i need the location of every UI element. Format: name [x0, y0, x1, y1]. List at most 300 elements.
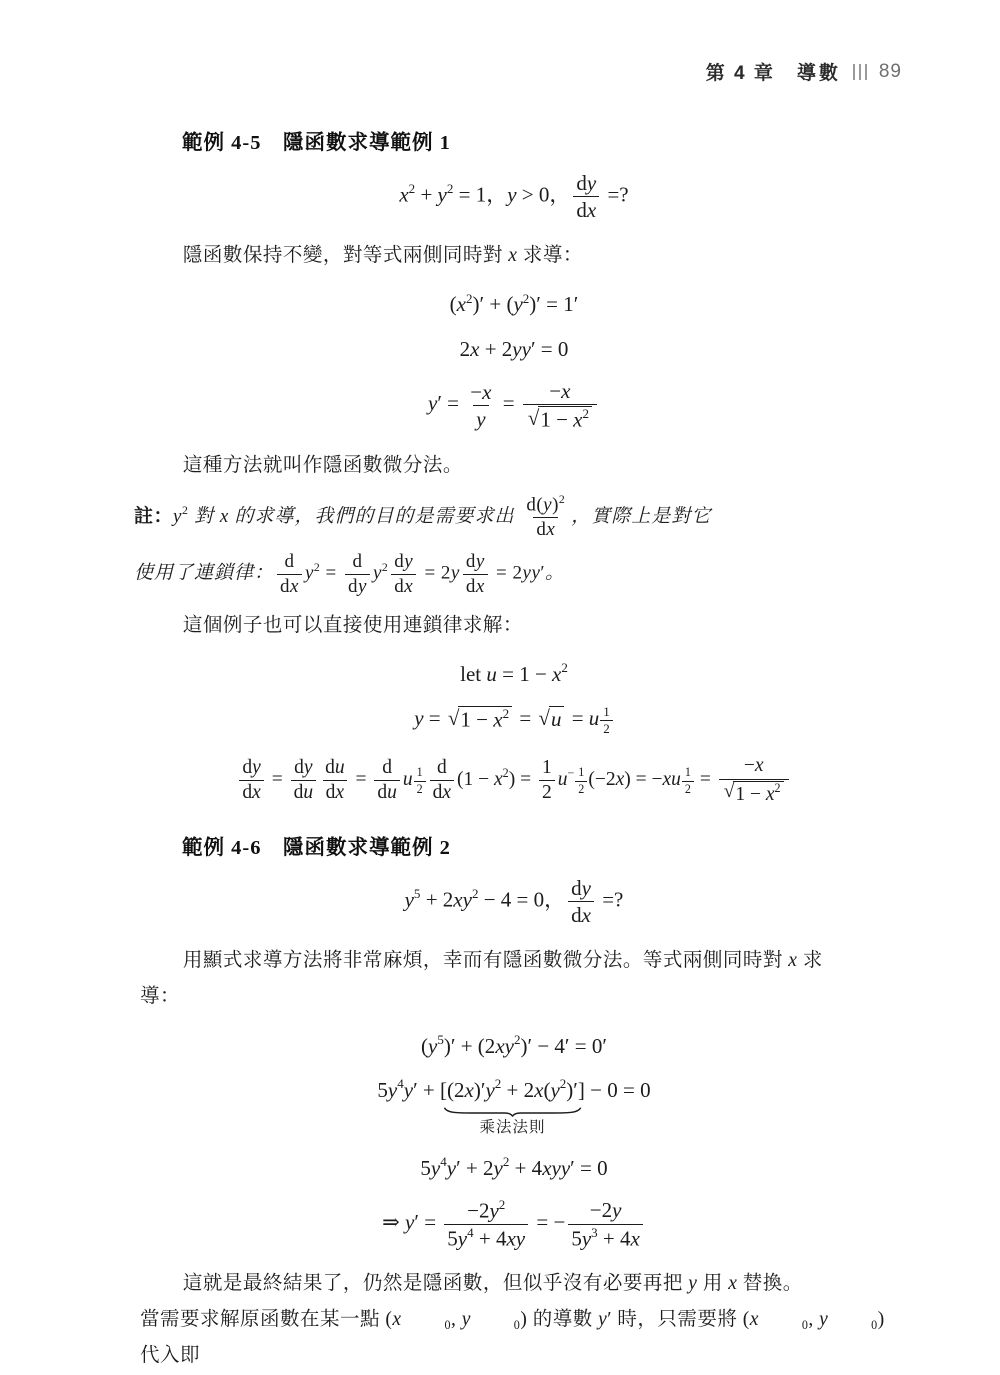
math-text: d: [571, 903, 582, 928]
math-variable: y: [513, 292, 523, 317]
math-variable: x: [546, 519, 556, 541]
math-text: )′: [473, 1077, 486, 1102]
text-run: 求導：: [517, 245, 583, 267]
math-variable: x: [630, 1225, 640, 1250]
radical-sign-icon: √: [538, 706, 550, 731]
math-variable: y: [428, 391, 438, 416]
math-text: 5: [413, 886, 421, 902]
math-variable: y: [372, 562, 382, 584]
math-equation: [140, 290, 888, 318]
example-heading: 範例 4-6 隱函數求導範例 2: [182, 837, 451, 860]
math-variable: u: [402, 769, 413, 791]
math-variable: x: [749, 1309, 759, 1331]
numerator: [539, 757, 555, 780]
math-variable: x: [464, 1077, 474, 1102]
math-text: −2: [589, 1198, 613, 1223]
section-title: 導數: [796, 63, 841, 84]
numerator: [600, 705, 613, 721]
math-text: 2: [502, 766, 509, 781]
denominator: [430, 780, 454, 804]
math-text: 2: [471, 886, 479, 902]
math-text: =: [514, 706, 537, 731]
math-variable: x: [493, 707, 503, 732]
math-text: )′ = 1′: [529, 292, 579, 317]
text-run: 導：: [140, 986, 181, 1008]
superscript: [567, 766, 588, 797]
math-text: 2: [558, 492, 566, 506]
fraction: [575, 766, 587, 797]
radical: [724, 781, 784, 806]
numerator: [523, 494, 568, 518]
math-text: 2: [561, 660, 568, 676]
math-text: 5: [571, 1225, 582, 1250]
denominator: [444, 1224, 528, 1251]
math-text: ′ = 0: [570, 1155, 608, 1180]
math-text: 2: [578, 782, 585, 797]
math-variable: y: [688, 1273, 698, 1295]
math-text: =: [350, 769, 372, 791]
math-variable: xy: [506, 1226, 526, 1251]
note-text-run: 使用了連鎖律：: [134, 562, 275, 584]
math-variable: y: [414, 706, 424, 731]
math-text: d: [536, 519, 547, 541]
math-text: =: [566, 706, 589, 731]
math-text: =: [423, 706, 446, 731]
math-equation: [140, 876, 888, 927]
denominator: [719, 779, 789, 806]
math-text: = 2: [419, 562, 451, 584]
math-text: = 1，: [453, 182, 508, 207]
math-equation: [140, 660, 888, 688]
math-variable: x: [456, 292, 466, 317]
math-text: (: [421, 1033, 429, 1058]
math-text: + 4: [473, 1226, 507, 1251]
numerator: [464, 1198, 508, 1224]
math-text: 2: [513, 1032, 521, 1048]
fraction: [391, 551, 416, 598]
math-text: )′ − 4′ = 0′: [520, 1033, 607, 1058]
math-text: ) = −: [624, 769, 663, 791]
math-equation: [140, 1198, 888, 1250]
math-variable: y: [612, 1198, 622, 1223]
math-variable: y: [493, 1155, 503, 1180]
numerator: [291, 757, 315, 780]
math-text: =: [694, 769, 716, 791]
paragraph: [140, 448, 888, 484]
denominator: [323, 780, 347, 804]
math-variable: y: [446, 1155, 457, 1180]
math-text: −: [567, 766, 575, 781]
radical: [528, 406, 592, 432]
math-text: 2: [498, 1197, 506, 1213]
math-variable: y: [581, 876, 591, 901]
math-text: + 2: [501, 1077, 535, 1102]
math-variable: y: [598, 1309, 608, 1331]
math-text: 2: [466, 290, 473, 306]
math-variable: y: [404, 551, 414, 573]
math-text: 1 −: [735, 783, 766, 805]
math-variable: y: [475, 551, 485, 573]
math-text: (: [742, 1309, 750, 1331]
math-variable: x: [404, 576, 414, 598]
math-text: (1 −: [457, 769, 495, 791]
superscript: [599, 705, 614, 738]
math-text: 1: [684, 765, 691, 780]
page-number: 89: [878, 60, 902, 82]
math-text: )′]: [566, 1077, 585, 1102]
fraction: [291, 757, 317, 805]
math-text: d: [325, 782, 336, 804]
math-text: =: [320, 562, 342, 584]
note-text-run: 對: [188, 505, 220, 527]
fraction: [523, 494, 568, 541]
math-text: 2: [522, 290, 530, 306]
denominator: [682, 781, 694, 797]
math-text: 0: [801, 1318, 809, 1333]
math-text: 1: [541, 756, 552, 778]
text-run: 替換。: [737, 1273, 803, 1295]
math-text: ′ +: [413, 1077, 441, 1102]
math-variable: y: [403, 1077, 414, 1102]
math-text: ′ + 2: [456, 1155, 494, 1180]
math-variable: u: [550, 707, 562, 732]
math-variable: x: [586, 198, 597, 223]
note-text-run: ，實際上是對它: [571, 505, 712, 527]
fraction: [573, 171, 599, 222]
fraction: [719, 755, 789, 806]
math-text: )′ + (: [472, 292, 514, 317]
math-text: 2: [181, 504, 189, 518]
superscript: [503, 707, 510, 720]
numerator: [239, 757, 263, 780]
math-variable: y: [461, 1309, 471, 1331]
math-text: d: [576, 198, 587, 223]
denominator: [600, 720, 613, 737]
math-variable: x: [573, 407, 583, 432]
math-variable: x: [561, 379, 571, 404]
numerator: [322, 757, 348, 780]
math-text: 2: [582, 406, 589, 422]
math-text: 4: [467, 1224, 474, 1240]
math-text: ′ =: [414, 1210, 442, 1235]
denominator: [573, 196, 599, 222]
note-text-run: 。: [545, 562, 566, 584]
math-text: 1: [578, 765, 585, 780]
text-run: 求: [797, 950, 823, 972]
math-text: 2: [381, 561, 389, 575]
paragraph: [140, 238, 888, 274]
math-text: d: [436, 756, 447, 778]
math-text: 2: [446, 181, 454, 196]
math-text: d: [294, 756, 304, 778]
math-variable: x: [754, 755, 764, 777]
math-variable: yy: [512, 336, 531, 361]
math-text: d: [242, 782, 253, 804]
superscript: [681, 766, 695, 797]
paragraph: [140, 608, 888, 644]
numerator: [575, 766, 587, 781]
math-variable: x: [475, 576, 485, 598]
math-variable: y: [404, 887, 414, 912]
denominator: [277, 574, 302, 598]
superscript: [561, 661, 568, 674]
note-line: [134, 551, 888, 598]
math-variable: y: [485, 1077, 495, 1102]
numerator: [391, 551, 416, 574]
math-variable: y: [507, 182, 517, 207]
note-label: 註：: [134, 505, 174, 527]
math-text: 2: [502, 1154, 510, 1170]
math-text: > 0，: [516, 182, 571, 207]
text-run: 用顯式求導方法將非常麻煩，幸而有隱函數微分法。等式兩側同時對: [182, 950, 789, 972]
math-text: (: [449, 292, 457, 317]
math-text: 2: [603, 721, 610, 737]
fraction: [467, 380, 494, 431]
math-equation: [140, 379, 888, 432]
math-text: − 0 = 0: [584, 1077, 651, 1102]
math-text: 5: [447, 1226, 458, 1251]
math-text: ′ =: [437, 391, 465, 416]
math-equation: [140, 704, 888, 737]
math-variable: xyy: [542, 1155, 571, 1180]
page-header: [140, 58, 902, 85]
denominator: [239, 780, 263, 804]
math-text: ′: [607, 1309, 618, 1331]
fraction: [682, 766, 694, 797]
math-variable: x: [219, 505, 229, 527]
math-text: 1: [416, 765, 423, 780]
denominator: [291, 780, 317, 804]
math-variable: u: [334, 756, 345, 778]
math-text: 3: [591, 1224, 598, 1240]
superscript: [413, 766, 427, 797]
math-variable: x: [392, 1309, 402, 1331]
math-variable: x: [765, 783, 775, 805]
math-text: + 2: [420, 887, 454, 912]
math-variable: x: [399, 182, 409, 207]
superscript: [582, 407, 589, 420]
math-text: 0: [871, 1318, 878, 1333]
superscript: [382, 562, 388, 574]
radical-sign-icon: √: [723, 780, 735, 802]
math-equation: [140, 755, 888, 806]
document-body: [134, 125, 888, 1375]
math-text: 2: [313, 561, 321, 575]
denominator: [539, 780, 555, 804]
text-run: 用: [697, 1273, 729, 1295]
math-text: 2: [494, 1076, 502, 1092]
math-text: d: [348, 576, 358, 598]
denominator: [533, 517, 558, 541]
math-variable: y: [358, 576, 367, 598]
superscript: [499, 1198, 506, 1211]
math-text: 5: [420, 1155, 431, 1180]
math-text: (−2: [588, 769, 616, 791]
radicand: [733, 781, 783, 806]
math-text: 1 −: [460, 707, 494, 732]
denominator: [568, 1224, 643, 1251]
fraction: [322, 757, 348, 805]
numerator: [587, 1198, 625, 1223]
fraction: [444, 1198, 528, 1250]
math-equation: [140, 1032, 888, 1060]
subscript: [402, 1319, 451, 1331]
math-text: + 4: [509, 1155, 543, 1180]
math-text: +: [415, 182, 438, 207]
math-variable: u: [486, 661, 497, 686]
math-text: ⇒: [382, 1210, 406, 1235]
text-run: 這就是最終結果了，仍然是隱函數，但似乎沒有必要再把: [182, 1273, 689, 1295]
math-variable: x: [581, 903, 591, 928]
superscript: [775, 782, 781, 794]
math-variable: y: [586, 171, 597, 195]
math-text: ′: [540, 562, 546, 584]
text-run: 隱函數保持不變，對等式兩側同時對: [182, 245, 509, 267]
math-variable: x: [442, 782, 452, 804]
math-variable: x: [788, 950, 798, 972]
fraction: [568, 876, 594, 927]
math-variable: x: [290, 576, 299, 598]
math-variable: xu: [662, 769, 681, 791]
numerator: [434, 757, 450, 780]
math-variable: x: [494, 769, 503, 791]
radical: [448, 706, 512, 732]
math-variable: u: [557, 769, 568, 791]
underbrace-icon: [443, 1107, 582, 1116]
math-variable: y: [428, 1033, 438, 1058]
numerator: [741, 755, 767, 778]
superscript: [559, 494, 565, 506]
numerator: [568, 876, 594, 901]
text-run: 代入即: [140, 1345, 201, 1367]
math-variable: x: [508, 245, 518, 267]
note-line: [134, 494, 888, 541]
denominator: [473, 405, 488, 431]
math-text: + 4: [597, 1225, 631, 1250]
math-variable: y: [489, 1198, 499, 1223]
fraction: [568, 1198, 643, 1250]
fraction: [239, 757, 263, 805]
underbrace-group: [440, 1076, 585, 1138]
math-text: 1: [603, 703, 610, 719]
numerator: [281, 551, 297, 574]
math-equation: [140, 1076, 888, 1138]
math-text: ): [552, 494, 559, 516]
math-text: d: [242, 756, 253, 778]
math-variable: x: [482, 379, 492, 404]
fraction: [374, 757, 400, 805]
numerator: [349, 551, 365, 574]
example-heading: 範例 4-5 隱函數求導範例 1: [182, 132, 451, 154]
math-text: d: [280, 576, 291, 598]
fraction: [430, 757, 454, 805]
numerator: [573, 171, 599, 196]
math-text: 2: [459, 336, 471, 361]
math-text: 2: [416, 782, 423, 797]
text-run: 這種方法就叫作隱函數微分法。: [182, 454, 463, 476]
math-text: 1 −: [540, 407, 574, 432]
fraction: [523, 379, 597, 432]
chapter-label: 第 4 章: [705, 63, 775, 84]
math-text: d: [284, 551, 295, 573]
math-text: −: [470, 379, 483, 404]
math-text: d: [293, 782, 304, 804]
denominator: [463, 574, 488, 598]
math-variable: yy: [522, 562, 541, 584]
math-variable: u: [303, 782, 314, 804]
fraction: [345, 551, 370, 598]
math-variable: u: [588, 706, 600, 731]
math-variable: u: [387, 782, 397, 804]
math-text: − 4 = 0，: [478, 887, 566, 912]
header-divider-icon: [853, 64, 867, 80]
numerator: [546, 379, 573, 404]
radicand: [538, 406, 592, 432]
math-text: ,: [450, 1309, 462, 1331]
math-text: d: [394, 551, 405, 573]
math-variable: y: [543, 494, 553, 516]
math-equation: [140, 171, 888, 222]
numerator: [414, 766, 426, 781]
math-text: let: [460, 661, 487, 686]
math-equation: [140, 335, 888, 363]
math-text: 2: [559, 1076, 567, 1092]
numerator: [379, 757, 395, 780]
fraction: [539, 757, 555, 805]
math-variable: y: [304, 562, 314, 584]
math-text: d: [576, 171, 587, 195]
math-variable: y: [581, 1225, 592, 1250]
math-text: = 2: [490, 562, 523, 584]
fraction: [414, 766, 426, 797]
math-text: −: [549, 379, 562, 404]
math-variable: y: [457, 1226, 468, 1251]
fraction: [277, 551, 302, 598]
subscript: [471, 1319, 520, 1331]
math-variable: xy: [495, 1033, 514, 1058]
math-text: 2: [541, 782, 552, 804]
subscript: [759, 1319, 808, 1331]
numerator: [463, 551, 488, 574]
denominator: [568, 901, 594, 927]
math-text: d(: [526, 494, 544, 516]
math-text: d: [377, 782, 388, 804]
math-equation: [140, 1154, 888, 1182]
math-text: =?: [596, 887, 624, 912]
math-text: (: [385, 1309, 393, 1331]
math-text: d: [394, 576, 405, 598]
numerator: [682, 766, 694, 781]
paragraph: [140, 943, 888, 1015]
math-text: [(2: [440, 1077, 465, 1102]
math-text: 0: [444, 1318, 451, 1333]
math-text: = 1 −: [496, 661, 553, 686]
math-variable: y: [476, 406, 486, 431]
text-run: 的導數: [532, 1309, 599, 1331]
math-text: (: [543, 1077, 551, 1102]
math-text: d: [382, 756, 392, 778]
math-text: =: [497, 391, 520, 416]
math-text: 0: [513, 1318, 521, 1333]
math-text: d: [465, 551, 476, 573]
underbrace-label: 乘法法則: [479, 1119, 546, 1137]
math-variable: x: [552, 661, 562, 686]
radicand: [458, 706, 512, 732]
math-text: d: [571, 876, 582, 901]
math-variable: y: [252, 756, 261, 778]
math-text: =: [266, 769, 288, 791]
math-variable: x: [728, 1273, 738, 1295]
